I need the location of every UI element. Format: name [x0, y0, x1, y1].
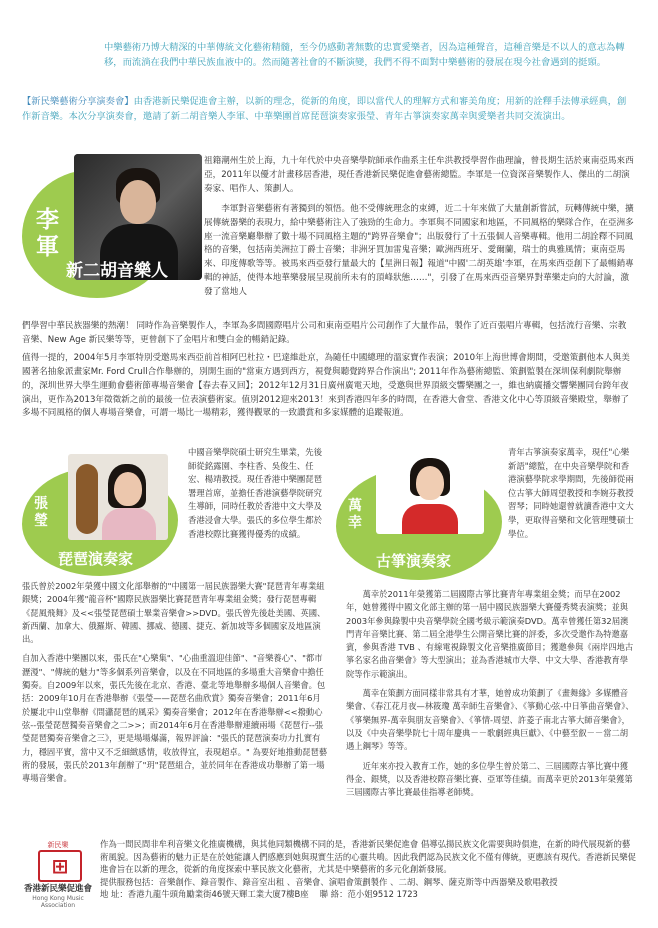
logo-subtitle: Hong Kong Music Association — [32, 895, 84, 909]
wanxing-photo — [376, 452, 484, 534]
wanxing-bio-paragraph: 萬幸於2011年榮獲第二屆國際古箏比賽青年專業組金獎；而早在2002年，她曾獲得中國文化部主辦的第一屆中國民族器樂大賽優秀獎表演獎；並與2003年參與錄製中央音樂學院全國考級示範演奏DVD。萬幸曾獲任第32屆澳門青年音樂比賽、第二屆全港學生公開音樂比賽的評委，多次受邀作為特邀嘉賓，參與香港 TVB 、有線電視錄製文化音樂推廣節目；獲邀參與《兩岸四地古箏名家名曲音樂會》等大型演出；並為香港城市大學、中文大學、香港教育學院等作示範演出。 — [346, 589, 634, 679]
intro-paragraph: 中樂藝術乃博大精深的中華傳統文化藝術精髓，至今仍感動著無數的忠實愛樂者，因為這種聲音，這種音樂是不以人的意志為轉移，而流淌在我們中華民族血液中的。然而隨著社會的不斷演變，我們不得不面對中樂藝術的發展在現今社會遇到的挺頸。 — [104, 42, 625, 68]
lijun-name: 李軍 — [36, 206, 59, 260]
lijun-bio-paragraph: 值得一提的，2004年5月李軍特別受邀馬來西亞前首相阿巴杜拉・巴達維赴京，為隨任中國總理的溫家寶作表演；2010年上海世博會期間，受邀策劃他本人與美國著名抽象派畫家Mr. Ford Crull合作舉辦的，別開生面的"當東方遇到西方，視覺與聽覺跨界合作演出"; 2011年作為藝術總監、策劃監製在深圳保利劇院舉辦的，深圳世界大學生運動會藝術節專場音樂會【春去春又回】；2012年12月31日廣州廣電天地，受邀與世界頂級交響樂團之一，維也納廣播交響樂團同台跨年夜演出，更作為2013年徵徵新之前的最後一位表演藝術家。值別2012迎來2013！來到香港四年多的時間，在香港大會堂、香港文化中心等頂級音樂殿堂，舉辦了多場不同風格的個人專場音樂會，可謂一場比一場精彩，獲得觀眾的一致讚賞和多家媒體的追蹤報道。 — [22, 352, 630, 419]
zhangying-photo — [68, 454, 168, 540]
footer-services: 提供服務包括：音樂創作、錄音製作、錄音室出租 、音樂會、演唱會策劃製作 、二胡、鋼琴、薩克斯等中西器樂及歌唱教授 — [100, 876, 558, 887]
event-title: 【新民樂藝術分享演奏會】 — [22, 96, 134, 107]
wanxing-bio-paragraph: 萬幸在策劃方面同樣非常具有才華，她曾成功策劃了《畫舞緣》多媒體音樂會、《春江花月夜—林筱瓊 萬幸師生音樂會》、《箏動心弦-中日箏曲音樂會》、《箏樂無界-萬幸與朋友音樂會》、《箏情-周望、許菱子南北古箏大師音樂會》，以及《中央音樂學院七十周年慶典－－歌劇經典巨獻》、《中藝至叡－－當二胡遇上鋼琴》等等。 — [346, 688, 634, 752]
wanxing-bio-column — [346, 588, 634, 799]
lijun-bio-paragraph: 祖籍潮州生於上海，九十年代於中央音樂學院師承作曲系主任牟洪教授學習作曲理論，曾長期生活於東南亞馬來西亞，2011年以優才計畫移居香港，現任香港新民樂促進會藝術總監。李軍是一位資深音樂製作人、傑出的二胡演奏家、唱作人、策劃人。 — [204, 156, 634, 194]
zhangying-portrait — [22, 448, 182, 578]
footer-logo — [20, 840, 96, 910]
lijun-bio-full — [22, 320, 634, 421]
zhangying-name: 張瑩 — [34, 496, 48, 529]
footer-address: 地 址：香港九龍牛頭角勵業街46號天輝工業大廈7樓B座 聯 絡：范小姐9512 1723 — [100, 889, 418, 900]
footer-text-block — [100, 838, 638, 901]
wanxing-bio-paragraph: 近年來亦投入教育工作，她的多位學生曾於第二、三屆國際古箏比賽中獲得金、銀獎，以及香港校際音樂比賽、亞軍等佳績。而萬幸更於2013年榮獲第三屆國際古箏比賽最佳指導老師獎。 — [346, 760, 633, 798]
wanxing-bio-right: 青年古箏演奏家萬幸，現任"心樂新語"總監，在中央音樂學院和香港演藝學院求學期間，先後師從兩位古箏大師周望教授和李婉芬教授習琴；同時她還曾就讀香港中文大學，更取得音樂和文化管理雙碩士學位。 — [508, 447, 634, 539]
lijun-portrait — [22, 150, 202, 300]
logo-name: 香港新民樂促進會 — [23, 884, 92, 894]
lijun-bio-paragraph: 們學習中華民族器樂的熱潮！ 同時作為音樂製作人，李軍為多間國際唱片公司和東南亞唱片公司創作了大量作品，製作了近百張唱片專輯，包括流行音樂、宗教音樂、New Age 新民樂等等，更曾創下了金唱片和雙白金的暢銷記錄。 — [22, 321, 627, 345]
lijun-bio-paragraph: 李軍對音樂藝術有著獨到的領悟。他不受傳統理念的束縛，近二十年來做了大量創新嘗試，玩轉傳統中樂，擴展傳統器樂的表現力，給中樂藝術注入了強勁的生命力。李軍與不同國家和地區，不同風格的樂隊合作，在亞洲多座一流音樂廳舉辦了數十場不同風格主題的"跨界音樂會"；出版發行了十五張個人音樂專輯。他用二胡詮釋不同風格的音樂，包括南美洲拉丁爵士音樂；非洲牙買加雷鬼音樂；歐洲西班牙、愛爾蘭，瑞士的典雅風情；東南亞馬來、印度傳歌等等。被馬來西亞發行量最大的【星洲日報】報道"中國'二胡英雄'李軍，在馬來西亞創下了最暢銷專輯的神話，使得本地華樂發展呈現前所未有的頂峰狀態……"，引發了在馬來西亞音樂界對華樂走向的大討論，激發了當地人 — [204, 203, 634, 298]
intro-event-paragraph — [22, 94, 634, 124]
zhangying-bio-right: 中國音樂學院碩士研究生畢業，先後師從銘露園、李柱香、吳俊生、任宏、楊靖教授。現任香港中樂團琵琶署理首席，並擔任香港演藝學院研究生導師，同時任教於香港中文大學及香港浸會大學。張氏的多位學生都於香港校際比賽獲得優秀的成績。 — [188, 447, 322, 539]
wanxing-name: 萬幸 — [348, 498, 362, 531]
logo-mark: ⊞ — [38, 850, 82, 882]
zhangying-bio-paragraph: 自加入香港中樂團以來，張氏在"心樂集"、"心曲重溫迎佳節"、"音樂養心"、"都市瀝漫"、"傳統的魅力"等多個系列音樂會，以及在不同地區的多場重大音樂會中擔任獨奏。自2009年以來，張氏先後在北京、香港、臺北等地舉辦多場個人音樂會。包括：2009年10月在香港舉辦《張瑩——琵琶名曲欣賞》獨奏音樂會；2011年6月於屢北中山堂舉辦《問瀟琵琶的風采》獨奏音樂會；2012年在香港舉辦<<撥動心弦--張瑩琵琶獨奏音樂會之二>>；而2014年6月在香港舉辦連續兩場《琵琶行--張瑩琵琶獨奏音樂會之三》，更是場場爆滿，報界評論："張氏的琵琶演奏功力扎實有力，穩固平實，當中又不乏細緻感情，收放得宜，表現超卓。" 為要好地推動琵琶藝術的發展，張氏於2013年創辦了"玥"琵琶組合，並於同年在香港成功舉辦了第一場專場音樂會。 — [22, 653, 328, 784]
lijun-bio-right — [204, 155, 634, 300]
zhangying-bio-full — [22, 580, 328, 785]
wanxing-title: 古箏演奏家 — [376, 552, 452, 570]
footer-description: 作為一間民間非牟利音樂文化推廣機構，與其他同類機構不同的是，香港新民樂促進會 倡導弘揚民族文化需要與時俱進，在新的時代展現新的藝術風貌。因為藝術的魅力正是在於她能讓人們感應到她與現實生活的心靈共鳴。因此我們認為民族文化不僅有傳統，更應該有現代。香港新民樂促進會旨在以新的理念，從新的角度探索中華民族文化藝術，尤其是中樂藝術的多元化創新發展。 — [100, 839, 636, 875]
lijun-title: 新二胡音樂人 — [66, 261, 168, 281]
logo-top-text: 新民樂 — [47, 841, 69, 849]
zhangying-bio-paragraph: 張氏曾於2002年榮獲中國文化部舉辦的"中國第一屆民族器樂大賽"琵琶青年專業組銀獎；2004年獲"龍音杯"國際民族器樂比賽琵琶青年專業組金獎；發行琵琶專輯《琵風飛舞》及<<張瑩琵琶碩士畢業音樂會>>DVD。張氏曾先後赴美國、英國、新西蘭、加拿大、俄羅斯、韓國、挪威、德國、捷克、新加坡等多個國家及地區演出。 — [22, 581, 326, 645]
zhangying-title: 琵琶演奏家 — [58, 550, 134, 568]
event-description: 由香港新民樂促進會主辦，以新的理念，從新的角度，即以當代人的理解方式和審美角度；用新的詮釋手法傳承經典，創作新音樂。本次分享演奏會，邀請了新二胡音樂人李軍、中華樂團首席琵琶演奏家張瑩、青年古箏演奏家萬幸與愛樂者共同交流演出。 — [22, 96, 627, 122]
wanxing-portrait — [336, 446, 506, 582]
